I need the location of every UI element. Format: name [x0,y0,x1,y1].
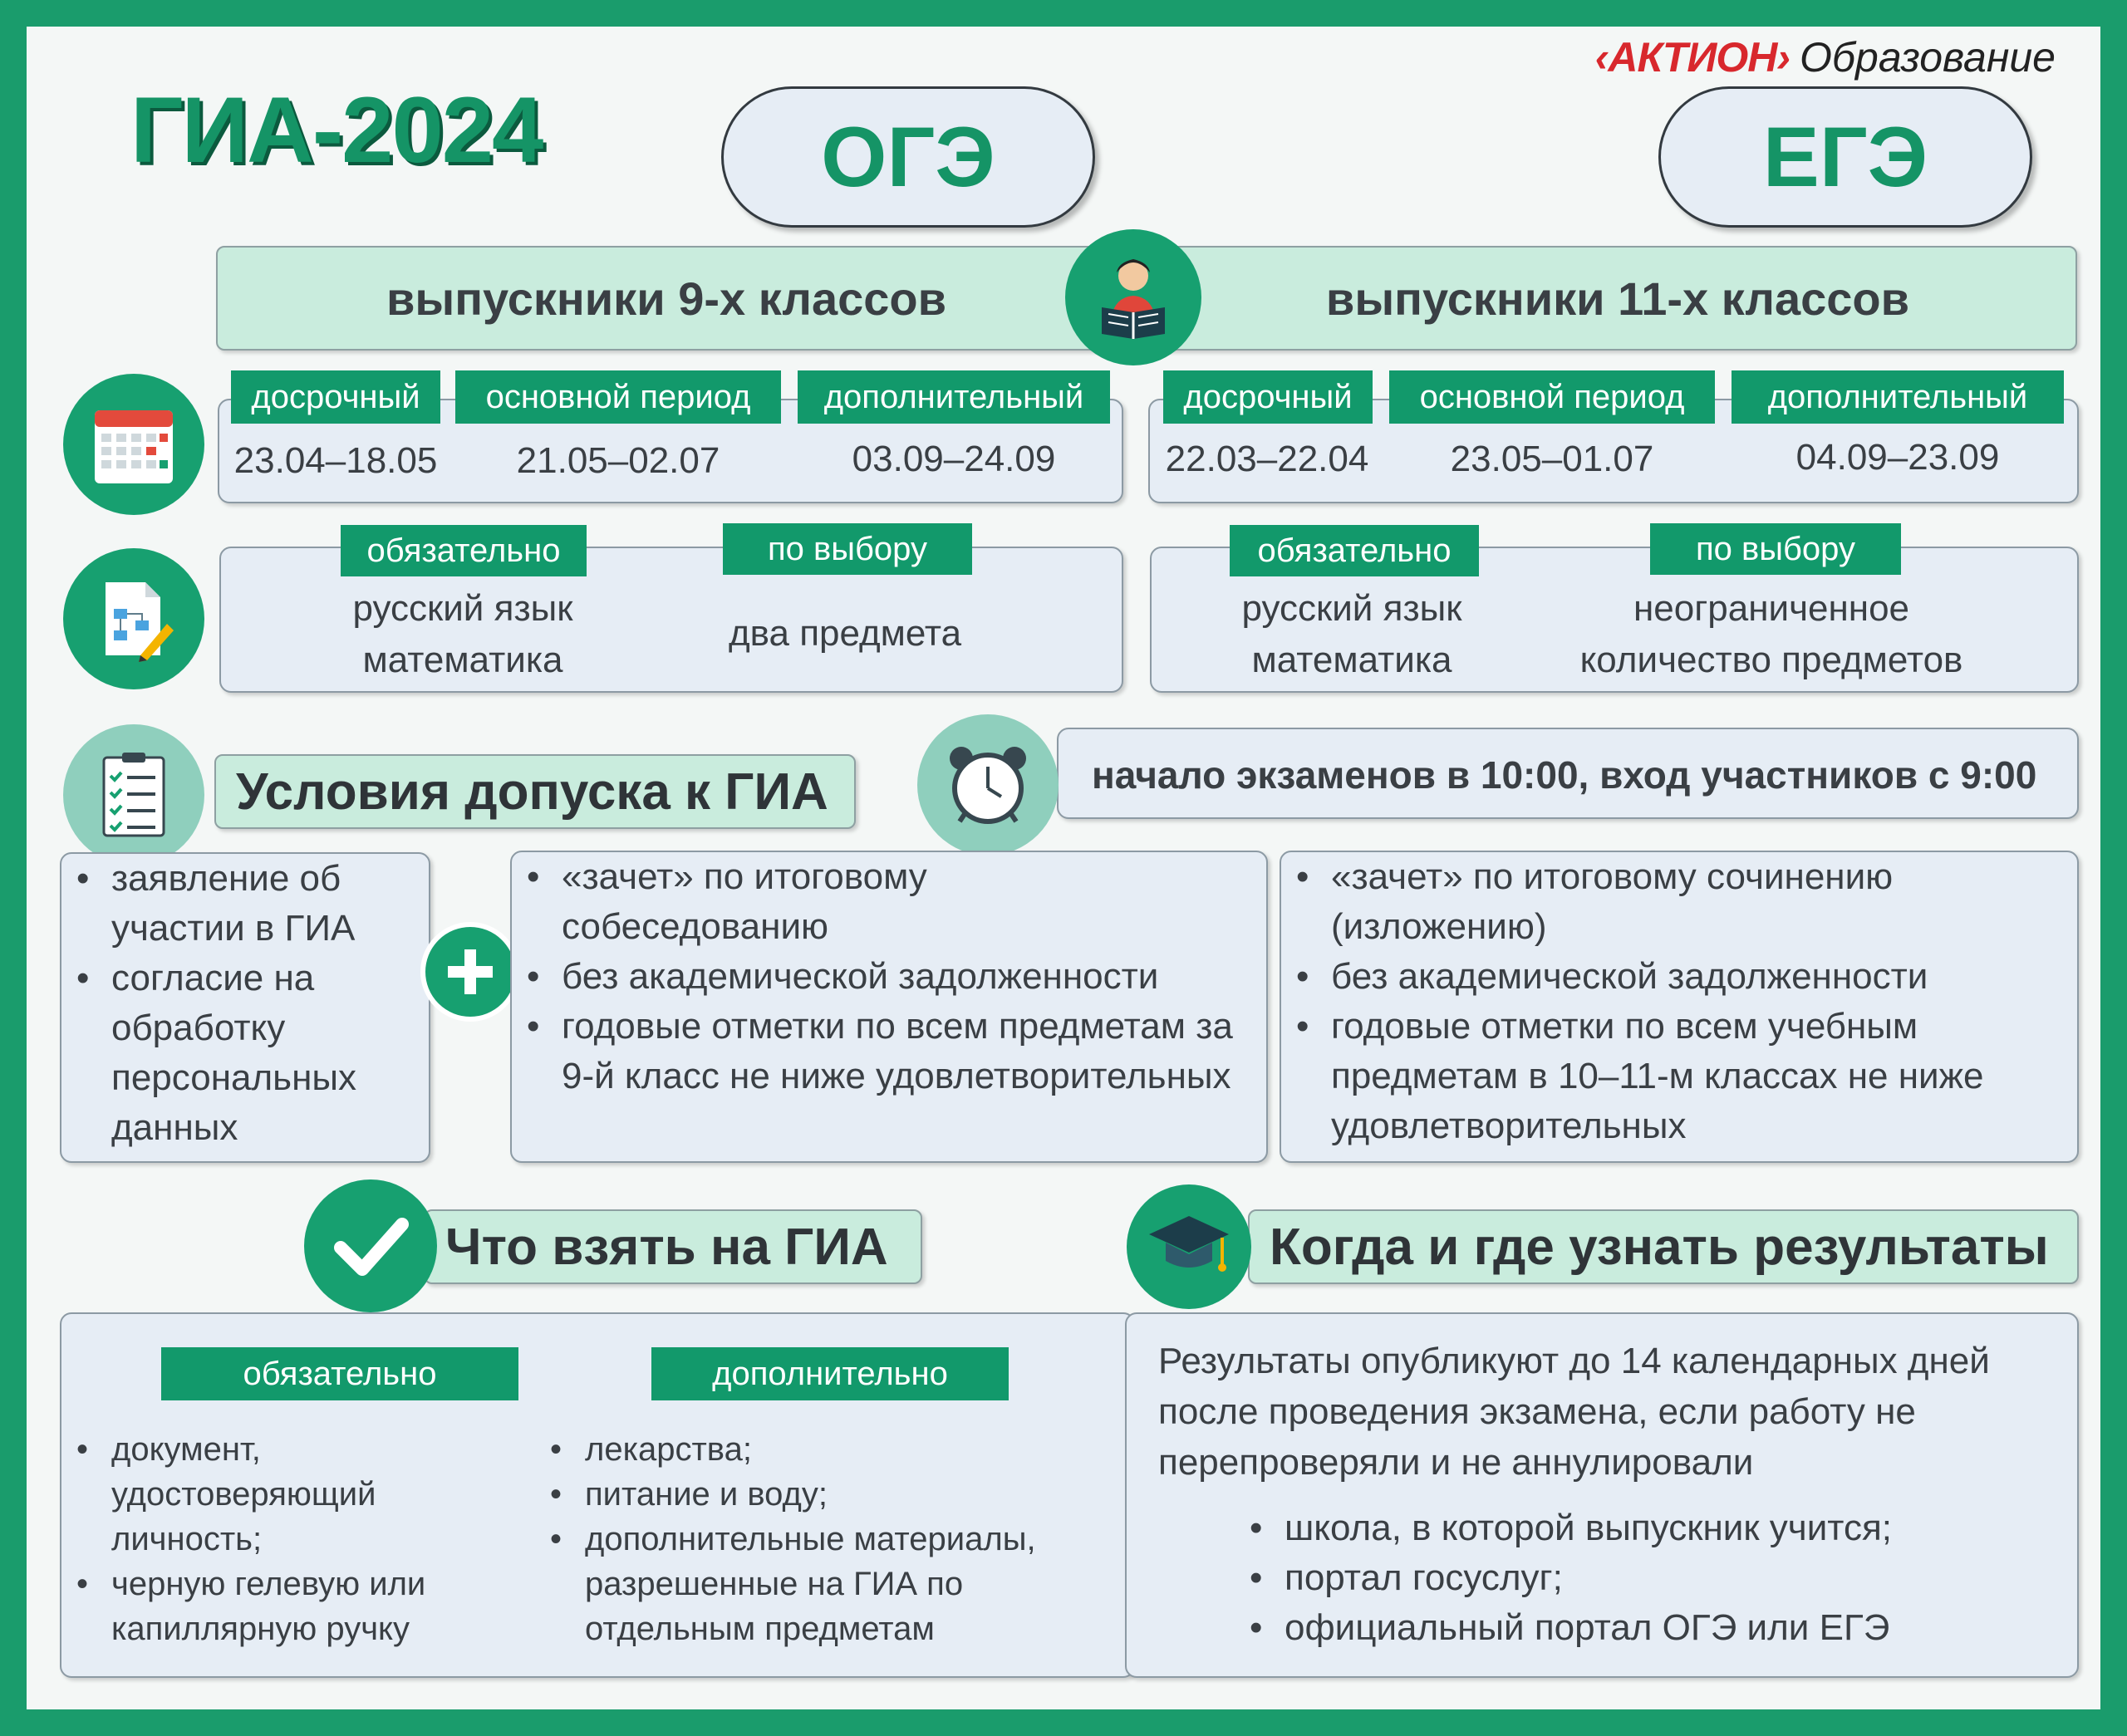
admission-oge-list [512,852,1270,1101]
ege-graduates: выпускники 11-х классов [1325,272,1910,325]
results-box [1125,1312,2079,1678]
oge-mandatory-label: обязательно [341,525,587,576]
infographic [27,27,2100,1709]
list-item: • лекарства; [535,1427,1133,1472]
oge-pill: ОГЭ [721,86,1095,228]
bring-extra-list [535,1427,1133,1651]
results-where-list [1235,1503,2066,1653]
admission-common-box [60,852,430,1163]
admission-oge-box [510,851,1268,1163]
ege-period-label-early: досрочный [1163,370,1373,424]
admission-title: Условия допуска к ГИА [214,754,856,829]
list-item: • без академической задолженности [1281,952,2062,1002]
list-item: • официальный портал ОГЭ или ЕГЭ [1235,1603,2066,1653]
exam-time-box [1057,728,2079,819]
brand-logo [1595,33,2056,81]
bring-box [60,1312,1135,1678]
student-reading-icon [1065,229,1201,365]
oge-mandatory-subjects [301,583,625,685]
oge-period-dates-main: 21.05–02.07 [516,440,720,481]
oge-subject-math: математика [362,639,563,680]
oge-optional-subjects: два предмета [728,613,962,654]
ege-period-dates-extra: 04.09–23.09 [1795,437,2000,478]
list-item: • годовые отметки по всем предметам за 9-й класс не ниже удовлетворительных [512,1002,1270,1101]
page-title: ГИА-2024 [130,78,543,182]
ege-mandatory-label: обязательно [1230,525,1479,576]
calendar-icon [63,374,204,515]
list-item: • документ, удостоверяющий личность; [61,1427,494,1562]
ege-pill: ЕГЭ [1658,86,2032,228]
ege-optional-subjects [1539,583,2004,685]
admission-ege-list [1281,852,2062,1151]
bring-extra-label: дополнительно [651,1347,1009,1400]
list-item: • «зачет» по итоговому собеседованию [512,852,1270,952]
list-item: • школа, в которой выпускник учится; [1235,1503,2066,1553]
brand-name: Образование [1800,34,2056,81]
oge-period-dates-extra: 03.09–24.09 [852,439,1056,479]
ege-period-dates-main: 23.05–01.07 [1450,439,1654,479]
list-item: • дополнительные материалы, разрешенные на ГИА по отдельным предметам [535,1517,1133,1651]
oge-period-label-main: основной период [455,370,781,424]
ege-period-label-extra: дополнительный [1732,370,2064,424]
oge-period-label-extra: дополнительный [798,370,1110,424]
ege-period-dates-early: 22.03–22.04 [1165,439,1369,479]
oge-subject-russian: русский язык [352,588,573,629]
list-item: • согласие на обработку персональных данных [61,954,427,1153]
checkmark-icon [304,1179,437,1312]
bring-mandatory-list [61,1427,494,1651]
ege-optional-label: по выбору [1650,523,1901,575]
checklist-icon [63,724,204,866]
list-item: • черную гелевую или капиллярную ручку [61,1562,494,1651]
ege-mandatory-subjects [1190,583,1514,685]
document-pencil-icon [63,548,204,689]
ege-optional-line-1: неограниченное [1633,588,1910,629]
list-item: • годовые отметки по всем учебным предметам в 10–11-м классах не ниже удовлетворительных [1281,1002,2062,1151]
oge-period-dates-early: 23.04–18.05 [233,440,438,481]
list-item: • заявление об участии в ГИА [61,854,427,954]
ege-period-label-main: основной период [1389,370,1715,424]
admission-ege-box [1280,851,2079,1163]
list-item: • без академической задолженности [512,952,1270,1002]
list-item: • питание и воду; [535,1472,1133,1517]
admission-common-list [61,854,427,1153]
oge-period-label-early: досрочный [231,370,440,424]
alarm-clock-icon [917,714,1059,856]
oge-graduates: выпускники 9-х классов [386,272,947,325]
bring-mandatory-label: обязательно [161,1347,518,1400]
ege-subject-math: математика [1251,639,1452,680]
ege-optional-line-2: количество предметов [1579,639,1963,680]
exam-time-text: начало экзаменов в 10:00, вход участников с 9:00 [1092,753,2037,797]
graduation-cap-icon [1127,1184,1251,1309]
ege-subject-russian: русский язык [1241,588,1462,629]
brand-logo-mark: ‹АКТИОН› [1594,34,1791,81]
results-intro: Результаты опубликуют до 14 календарных дней после проведения экзамена, если работу не перепроверяли и не аннулировали [1158,1341,1990,1483]
list-item: • «зачет» по итоговому сочинению (изложению) [1281,852,2062,952]
oge-optional-label: по выбору [723,523,972,575]
list-item: • портал госуслуг; [1235,1553,2066,1603]
bring-title: Что взять на ГИА [424,1209,922,1284]
results-title: Когда и где узнать результаты [1248,1209,2079,1284]
plus-icon [420,922,520,1022]
